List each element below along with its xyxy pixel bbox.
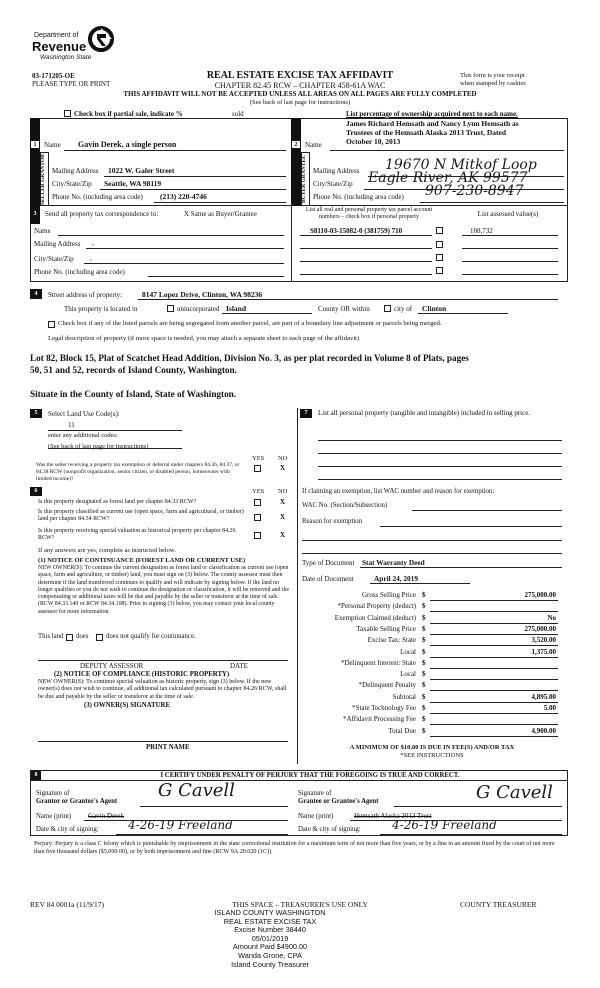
assessed-header: List assessed value(s) xyxy=(477,210,539,218)
seller-mailing[interactable]: 1022 W. Galer Street xyxy=(108,166,175,175)
does-not-label: does not qualify for continuance. xyxy=(106,633,196,640)
section-2-number: 2 xyxy=(291,140,301,149)
land-use-label: Select Land Use Code(s): xyxy=(48,410,120,418)
street-line xyxy=(138,299,558,300)
qualify-label: This land xyxy=(38,633,64,640)
parcel-line-4 xyxy=(300,274,432,275)
column-divider xyxy=(297,408,298,764)
tax-row-label: *Delinquent Penalty xyxy=(358,681,416,690)
section-8-number: 8 xyxy=(31,771,41,780)
buyer-side-label: BUYER GRANTEE xyxy=(301,155,307,203)
notice-1-title: (1) NOTICE OF CONTINUANCE (FOREST LAND OR CURRENT USE) xyxy=(38,557,246,564)
does-checkbox[interactable] xyxy=(66,634,73,641)
see-instructions: *SEE INSTRUCTIONS xyxy=(400,752,464,759)
corr-phone-line xyxy=(148,276,284,277)
pp-line-2 xyxy=(318,453,562,454)
deputy-date-label: DATE xyxy=(230,662,248,670)
print-name-line xyxy=(38,741,288,742)
land-use-code[interactable]: 11 xyxy=(68,421,75,429)
tax-row-currency: $ xyxy=(422,647,426,656)
land-use-line xyxy=(48,430,182,431)
logo-state: Washington State xyxy=(40,54,92,61)
seller-city-line xyxy=(100,189,286,190)
tax-row-line xyxy=(430,736,558,737)
deputy-line xyxy=(38,660,288,661)
stamp-line-1: ISLAND COUNTY WASHINGTON xyxy=(214,908,326,917)
tax-row-currency: $ xyxy=(422,692,426,701)
print-note: PLEASE TYPE OR PRINT xyxy=(32,80,111,88)
tax-row-label: Total Due xyxy=(388,726,416,735)
parcel-line-3 xyxy=(300,261,432,262)
forest-q2-yes-checkbox[interactable] xyxy=(254,514,261,521)
correspondence-label: Send all property tax correspondence to: xyxy=(45,210,159,218)
form-chapter: CHAPTER 82.45 RCW – CHAPTER 458-61A WAC xyxy=(214,81,386,90)
receipt-note-1: This form is your receipt xyxy=(460,72,525,79)
section-6-number: 6 xyxy=(31,487,41,496)
grantor-signature[interactable]: G Cavell xyxy=(158,780,235,801)
tax-row-label: Local xyxy=(400,670,416,679)
tax-row-label: Local xyxy=(400,647,416,656)
stamp-line-3: Excise Number 38440 xyxy=(234,925,306,935)
seller-phone-label: Phone No. (including area code) xyxy=(52,193,143,201)
treasurer-stamp xyxy=(170,909,370,969)
notice-2-title: (2) NOTICE OF COMPLIANCE (HISTORIC PROPERTY) xyxy=(54,671,230,678)
pp-line-1 xyxy=(318,440,562,441)
corr-name-line xyxy=(58,235,284,236)
seller-name-line xyxy=(64,150,286,151)
tax-row-currency: $ xyxy=(422,670,426,679)
tax-row-currency: $ xyxy=(422,624,426,633)
forest-question-3: Is this property receiving special valuation as historical property per chapter 84.26 RCW? xyxy=(38,528,236,541)
unincorporated-label: unincorporated xyxy=(177,305,220,313)
exemption-no-answer[interactable]: X xyxy=(280,464,286,472)
reason-line-1 xyxy=(380,526,562,527)
tax-row-value[interactable]: No xyxy=(547,613,556,622)
section-3-number: 3 xyxy=(31,210,39,219)
exemption-label: If claiming an exemption, list WAC number and reason for exemption: xyxy=(302,488,495,495)
minimum-note: A MINIMUM OF $10.00 IS DUE IN FEE(S) AND/OR TAX xyxy=(349,744,515,751)
form-title: REAL ESTATE EXCISE TAX AFFIDAVIT xyxy=(206,70,394,81)
section-4-number: 4 xyxy=(31,290,41,299)
stamp-line-4: 05/01/2019 xyxy=(251,933,289,943)
tax-row xyxy=(300,601,564,612)
forest-q2-answer[interactable]: X xyxy=(280,513,286,521)
assessed-value[interactable]: 188,732 xyxy=(470,227,493,235)
tax-row xyxy=(300,669,564,680)
tax-row-currency: $ xyxy=(422,658,426,667)
grantee-sig-line xyxy=(394,806,562,807)
sold-label: sold xyxy=(232,110,244,118)
forest-q1-yes-checkbox[interactable] xyxy=(254,499,261,506)
parcel-2-checkbox[interactable] xyxy=(436,241,443,248)
partial-sale-label: Check box if partial sale, indicate % xyxy=(74,110,183,118)
county-line xyxy=(222,313,312,314)
grantor-sig-label-1: Signature of xyxy=(36,790,70,797)
tax-row-label: Subtotal xyxy=(392,692,416,701)
assessed-line-1 xyxy=(462,235,558,236)
unincorporated-checkbox[interactable] xyxy=(167,305,174,312)
form-code: 03-171205-OE xyxy=(32,72,75,80)
buyer-city[interactable]: Eagle River, AK 99577 xyxy=(368,170,528,186)
form-warning: THIS AFFIDAVIT WILL NOT BE ACCEPTED UNLESS ALL AREAS ON ALL PAGES ARE FULLY COMPLETED xyxy=(123,90,477,98)
tax-row-currency: $ xyxy=(422,704,426,712)
grantee-name[interactable]: Hemsath Alaska 2013 Trust xyxy=(354,812,432,820)
tax-row xyxy=(300,714,564,725)
corr-city-line xyxy=(84,263,284,264)
no-header-5: NO xyxy=(278,455,288,462)
reason-label: Reason for exemption xyxy=(302,518,363,525)
exemption-question: Was the seller receiving a property tax exemption or deferral under chapters 84.36, 84.37, or 84.38 RCW (nonprofit organization, senior citizen, or disabled person, homeowner with limited income)? xyxy=(36,462,240,482)
parcel-1-checkbox[interactable] xyxy=(436,227,443,234)
doc-type-label: Type of Document xyxy=(302,559,355,567)
segregated-checkbox[interactable] xyxy=(48,321,55,328)
buyer-name-line-3[interactable]: October 10, 2013 xyxy=(346,137,401,146)
assessed-line-4 xyxy=(462,274,558,275)
tax-row-value[interactable]: 1,375.00 xyxy=(531,647,556,656)
tax-row xyxy=(300,658,564,669)
buyer-name-line-2[interactable]: Trustees of the Hemsath Alaska 2013 Trust, Dated xyxy=(346,128,506,137)
pp-line-4 xyxy=(318,479,562,480)
doc-date-value[interactable]: April 24, 2019 xyxy=(374,574,418,583)
exemption-yes-checkbox[interactable] xyxy=(254,465,261,472)
grantor-sig-label-2: Grantor or Grantor's Agent xyxy=(36,798,118,805)
does-not-checkbox[interactable] xyxy=(96,634,103,641)
tax-row-label: *Personal Property (deduct) xyxy=(337,602,416,611)
grantor-name[interactable]: Gavin Derek xyxy=(88,812,124,820)
assessed-line-2 xyxy=(462,248,558,249)
doc-type-line xyxy=(360,567,562,568)
located-label: This property is located in xyxy=(64,305,138,313)
correspondence-divider xyxy=(291,206,292,282)
tax-row-value[interactable]: 275,000.00 xyxy=(524,591,556,599)
tax-row xyxy=(300,635,564,646)
buyer-city-label: City/State/Zip xyxy=(313,180,353,188)
seller-mailing-label: Mailing Address xyxy=(52,167,99,175)
county-or-within: County OR within xyxy=(318,305,370,313)
tax-row xyxy=(300,726,564,737)
perjury-note: Perjury: Perjury is a class C felony which is punishable by imprisonment in the state correctional institution for a maximum term of not more than five years, or by a fine in an amount fixed by the court of not more than five thousand dollars ($5,000.00), or by both imprisonment and fine (RCW 9A.20.020 (1C)). xyxy=(34,841,555,855)
grantor-sig-line xyxy=(140,806,288,807)
tax-row-label: *Delinquent Interest: State xyxy=(340,658,416,667)
tax-row-label: Taxable Selling Price xyxy=(356,624,416,633)
tax-row-label: Exemption Claimed (deduct) xyxy=(334,613,416,622)
corr-mailing-value: , xyxy=(92,239,94,247)
tax-table xyxy=(300,590,564,738)
city-of-checkbox[interactable] xyxy=(384,305,391,312)
tax-row-value[interactable]: 4,900.00 xyxy=(531,726,556,735)
property-city[interactable]: Clinton xyxy=(422,304,447,313)
seller-name-label: Name xyxy=(44,141,61,149)
reason-line-3 xyxy=(302,553,562,554)
corr-city-label: City/State/Zip xyxy=(34,255,74,263)
tax-row xyxy=(300,647,564,658)
no-header-6: NO xyxy=(278,488,288,495)
yes-header-6: YES xyxy=(252,488,265,495)
doc-type-value[interactable]: Stat Warranty Deed xyxy=(362,558,425,567)
treasurer-space: THIS SPACE – TREASURER'S USE ONLY xyxy=(232,900,368,909)
buyer-mailing[interactable]: 19670 N Mitkof Loop xyxy=(385,157,537,173)
tax-row-label: *Affidavit Processing Fee xyxy=(343,715,416,724)
form-instructions: (See back of last page for instructions) xyxy=(249,99,351,106)
grantee-name-label: Name (print) xyxy=(298,813,334,820)
seller-phone-line xyxy=(154,202,286,203)
parcel-line-2 xyxy=(300,248,432,249)
parcel-line-1 xyxy=(300,235,432,236)
grantor-name-label: Name (print) xyxy=(36,813,72,820)
tax-row-value[interactable]: 275,000.00 xyxy=(524,624,556,633)
certification-statement: I CERTIFY UNDER PENALTY OF PERJURY THAT THE FOREGOING IS TRUE AND CORRECT. xyxy=(160,772,460,779)
tax-row-currency: $ xyxy=(422,602,426,611)
personal-property-label: List all personal property (tangible and intangible) included in selling price. xyxy=(318,409,531,417)
dor-logo-icon xyxy=(88,26,114,52)
grantee-date-line xyxy=(380,834,562,835)
buyer-name-line-1[interactable]: James Richard Hemsath and Nancy Lynn Hemsath as xyxy=(346,119,519,128)
tax-row-label: *State Technology Fee xyxy=(352,704,416,712)
wac-label: WAC No. (Section/Subsection) xyxy=(302,502,388,509)
tax-row-currency: $ xyxy=(422,636,426,645)
tax-row-value[interactable]: 3,520.00 xyxy=(531,636,556,645)
parcel-number[interactable]: S8110-03-15082-0 (381759) 710 xyxy=(310,227,403,235)
seller-phone[interactable]: (213) 220-4746 xyxy=(160,192,207,201)
buyer-phone-line xyxy=(420,202,564,203)
tax-row-value[interactable]: 5.00 xyxy=(543,704,556,712)
corr-mailing-label: Mailing Address xyxy=(34,240,81,248)
corr-city-value: , xyxy=(90,254,92,262)
property-county[interactable]: Island xyxy=(226,304,247,313)
rev-code: REV 84 0001a (11/9/17) xyxy=(30,900,104,909)
corr-mailing-line xyxy=(86,248,284,249)
corr-phone-label: Phone No. (including area code) xyxy=(34,268,125,276)
seller-mailing-line xyxy=(104,176,286,177)
stamp-line-2: REAL ESTATE EXCISE TAX xyxy=(223,916,317,926)
tax-row-currency: $ xyxy=(422,726,426,735)
buyer-mailing-label: Mailing Address xyxy=(313,167,360,175)
tax-row xyxy=(300,703,564,714)
owner-signature-label: (3) OWNER(S) SIGNATURE xyxy=(84,702,170,709)
yes-header-5: YES xyxy=(252,455,265,462)
tax-row xyxy=(300,624,564,635)
forest-question-2: Is this property classified as current use (open space, farm and agricultural, or timber) land per chapter 84.34 RCW? xyxy=(38,509,244,522)
grantee-date[interactable]: 4-26-19 Freeland xyxy=(392,818,497,832)
stamp-line-7: Island County Treasurer xyxy=(231,959,309,969)
stamp-line-5: Amount Paid $4900.00 xyxy=(232,942,308,952)
land-use-see-back: (See back of last page for instructions) xyxy=(48,443,149,450)
city-line xyxy=(418,313,508,314)
parcel-header-2: numbers – check box if personal property xyxy=(319,214,419,220)
grantor-date-label: Date & city of signing: xyxy=(36,826,99,833)
county-treasurer: COUNTY TREASURER xyxy=(460,900,537,909)
tax-row xyxy=(300,680,564,691)
seller-side-label: SELLER GRANTOR xyxy=(40,153,46,205)
grantee-sig-label-2: Grantee or Grantee's Agent xyxy=(298,798,379,805)
seller-name[interactable]: Gavin Derek, a single person xyxy=(78,140,177,149)
grantee-signature[interactable]: G Cavell xyxy=(476,782,553,803)
print-name-label: PRINT NAME xyxy=(146,744,190,751)
section-1-number: 1 xyxy=(30,140,40,149)
tax-row xyxy=(300,590,564,601)
tax-row xyxy=(300,692,564,703)
section-7-number: 7 xyxy=(301,409,311,418)
tax-row-currency: $ xyxy=(422,681,426,690)
tax-row-currency: $ xyxy=(422,715,426,724)
parcel-4-checkbox[interactable] xyxy=(436,267,443,274)
buyer-name-label: Name xyxy=(305,141,322,149)
tax-row-currency: $ xyxy=(422,613,426,622)
section-5-number: 5 xyxy=(31,409,41,418)
parcel-3-checkbox[interactable] xyxy=(436,254,443,261)
tax-row-label: Excise Tax: State xyxy=(367,636,416,645)
tax-row xyxy=(300,613,564,624)
logo-revenue: Revenue xyxy=(32,39,87,54)
legal-line-3: Situate in the County of Island, State of Washington. xyxy=(30,389,237,399)
ownership-note: List percentage of ownership acquired next to each name. xyxy=(346,110,518,118)
receipt-note-2: when stamped by cashier. xyxy=(460,80,527,87)
buyer-bar xyxy=(291,118,301,206)
forest-q1-answer[interactable]: X xyxy=(280,498,286,506)
logo-department: Department of xyxy=(34,32,79,39)
doc-date-line xyxy=(370,583,470,584)
partial-sale-checkbox[interactable] xyxy=(64,110,71,117)
buyer-name-line xyxy=(330,150,564,151)
grantee-sig-label-1: Signature of xyxy=(298,790,332,797)
notice-2-body: NEW OWNER(S): To continue special valuation as historic property, sign (3) below. If the new owner(s) does not wish to continue, all additional tax calculated pursuant to chapter 84.26 RCW, shall be due and payable by the seller or transferor at the time of sale. xyxy=(38,679,287,700)
legal-label: Legal description of property (if more space is needed, you may attach a separate sheet to each page of the affidavit) xyxy=(48,335,360,342)
seller-city-label: City/State/Zip xyxy=(52,180,92,188)
buyer-phone-label: Phone No. (including area code) xyxy=(313,193,404,201)
forest-q3-yes-checkbox[interactable] xyxy=(254,532,261,539)
buyer-phone[interactable]: 907-230-8947 xyxy=(425,183,524,199)
tax-row-currency: $ xyxy=(422,591,426,599)
seller-bar xyxy=(30,118,40,206)
seller-city[interactable]: Seattle, WA 98119 xyxy=(104,179,162,188)
forest-q3-answer[interactable]: X xyxy=(280,531,286,539)
grantor-date[interactable]: 4-26-19 Freeland xyxy=(128,818,233,832)
reason-line-2 xyxy=(302,540,562,541)
notice-1-body: NEW OWNER(S): To continue the current designation as forest land or classification as current use (open space, farm and agriculture, or timber) land, you must sign on (3) below. The county assessor must then determine if the land transferred continues to qualify and will indicate by signing below. If the land no longer qualifies or you do not wish to continue the designation or classification, it will be removed and the compensating or additional taxes will be due and payable by the seller or transferor at the time of sale. (RCW 84.33.140 or RCW 84.34.108). Prior to signing (3) below, you may contact your local county assessor for more information. xyxy=(38,565,290,615)
forest-if-yes: If any answers are yes, complete as instructed below. xyxy=(38,547,176,554)
pp-line-3 xyxy=(318,466,562,467)
legal-line-1: Lot 82, Block 15, Plat of Scatchet Head Addition, Division No. 3, as per plat recorded in Volume 8 of Plats, pages xyxy=(30,353,469,363)
corr-name-label: Name xyxy=(34,227,51,235)
same-as-buyer[interactable]: X Same as Buyer/Grantee xyxy=(184,210,257,218)
additional-codes: enter any additional codes: xyxy=(48,432,118,439)
dor-logo xyxy=(32,26,122,66)
deputy-assessor-label: DEPUTY ASSESSOR xyxy=(80,662,144,670)
assessed-line-3 xyxy=(462,261,558,262)
street-label: Street address of property: xyxy=(48,291,123,299)
property-street[interactable]: 8147 Lopez Drive, Clinton, WA 98236 xyxy=(142,290,263,299)
legal-line-2: 50, 51 and 52, records of Island County, Washington. xyxy=(30,365,237,375)
forest-question-1: Is this property designated as forest land per chapter 84.33 RCW? xyxy=(38,499,197,505)
tax-row-label: Gross Selling Price xyxy=(361,591,416,599)
grantor-date-line xyxy=(116,834,288,835)
does-label: does xyxy=(76,633,89,640)
tax-row-value[interactable]: 4,895.00 xyxy=(531,692,556,701)
stamp-line-6: Wanda Grone, CPA xyxy=(238,950,302,960)
grantee-date-label: Date & city of signing: xyxy=(298,826,361,833)
segregated-note: Check box if any of the listed parcels are being segregated from another parcel, are part of a boundary line adjustment or parcels being merged. xyxy=(58,320,442,327)
parcel-header-1: List all real and personal property tax parcel account xyxy=(305,207,433,213)
doc-date-label: Date of Document xyxy=(302,575,354,583)
city-of-label: city of xyxy=(394,305,413,313)
wac-line xyxy=(412,510,562,511)
